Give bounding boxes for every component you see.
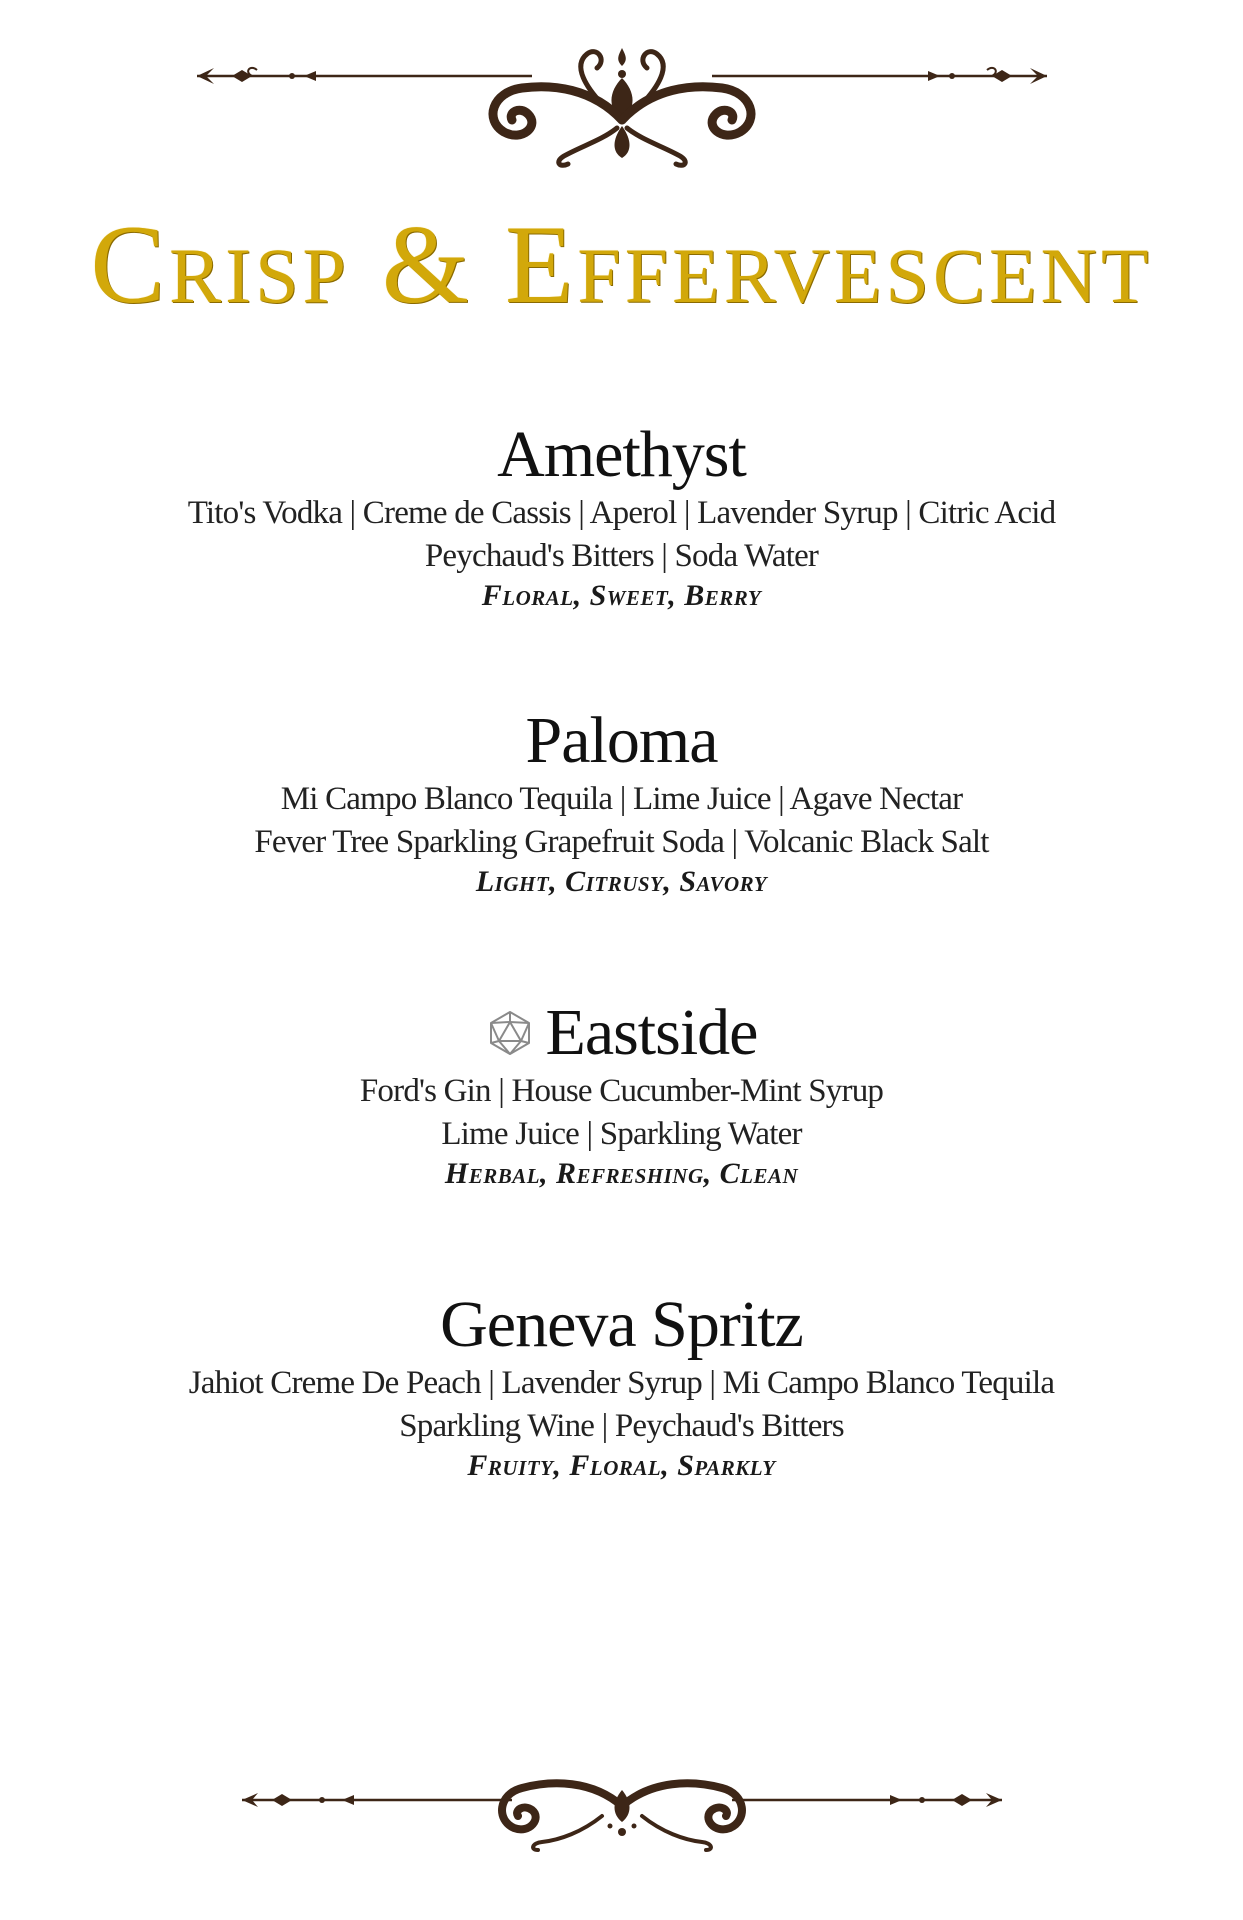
flavor-notes: Fruity, Floral, Sparkly xyxy=(467,1449,776,1482)
drink-name-text: Geneva Spritz xyxy=(440,1288,803,1361)
drink-name xyxy=(526,704,718,778)
ingredients-line-2: Sparkling Wine | Peychaud's Bitters xyxy=(399,1408,844,1444)
d20-dice-icon xyxy=(486,1009,534,1057)
drink-item-paloma xyxy=(0,704,1243,900)
drink-item-eastside xyxy=(0,996,1243,1192)
flavor-notes: Floral, Sweet, Berry xyxy=(481,579,762,612)
drink-name-text: Eastside xyxy=(545,996,758,1069)
ingredients-line-1: Mi Campo Blanco Tequila | Lime Juice | Agave Nectar xyxy=(280,781,963,817)
ingredients-line-1: Tito's Vodka | Creme de Cassis | Aperol | Lavender Syrup | Citric Acid xyxy=(187,495,1056,531)
drink-name-text: Amethyst xyxy=(497,418,746,491)
flourish-ornament-bottom-icon xyxy=(192,1776,1052,1856)
ingredients-line-1: Ford's Gin | House Cucumber-Mint Syrup xyxy=(359,1073,884,1109)
ingredients-line-1: Jahiot Creme De Peach | Lavender Syrup | Mi Campo Blanco Tequila xyxy=(188,1365,1055,1401)
drink-name xyxy=(497,418,746,492)
flourish-ornament-top-icon xyxy=(192,48,1052,168)
drink-item-amethyst xyxy=(0,418,1243,614)
top-flourish-ornament xyxy=(0,48,1243,168)
flavor-notes: Light, Citrusy, Savory xyxy=(475,865,768,898)
bottom-flourish-ornament xyxy=(0,1776,1243,1856)
ingredients-line-2: Fever Tree Sparkling Grapefruit Soda | Volcanic Black Salt xyxy=(254,824,989,860)
drink-name xyxy=(440,1288,803,1362)
ingredients-line-2: Peychaud's Bitters | Soda Water xyxy=(424,538,819,574)
ingredients-line-2: Lime Juice | Sparkling Water xyxy=(441,1116,802,1152)
drink-name-text: Paloma xyxy=(525,704,718,777)
section-title: Crisp & Effervescent xyxy=(90,203,1153,327)
flavor-notes: Herbal, Refreshing, Clean xyxy=(444,1157,799,1190)
drink-item-geneva-spritz xyxy=(0,1288,1243,1484)
drink-name xyxy=(486,996,758,1070)
